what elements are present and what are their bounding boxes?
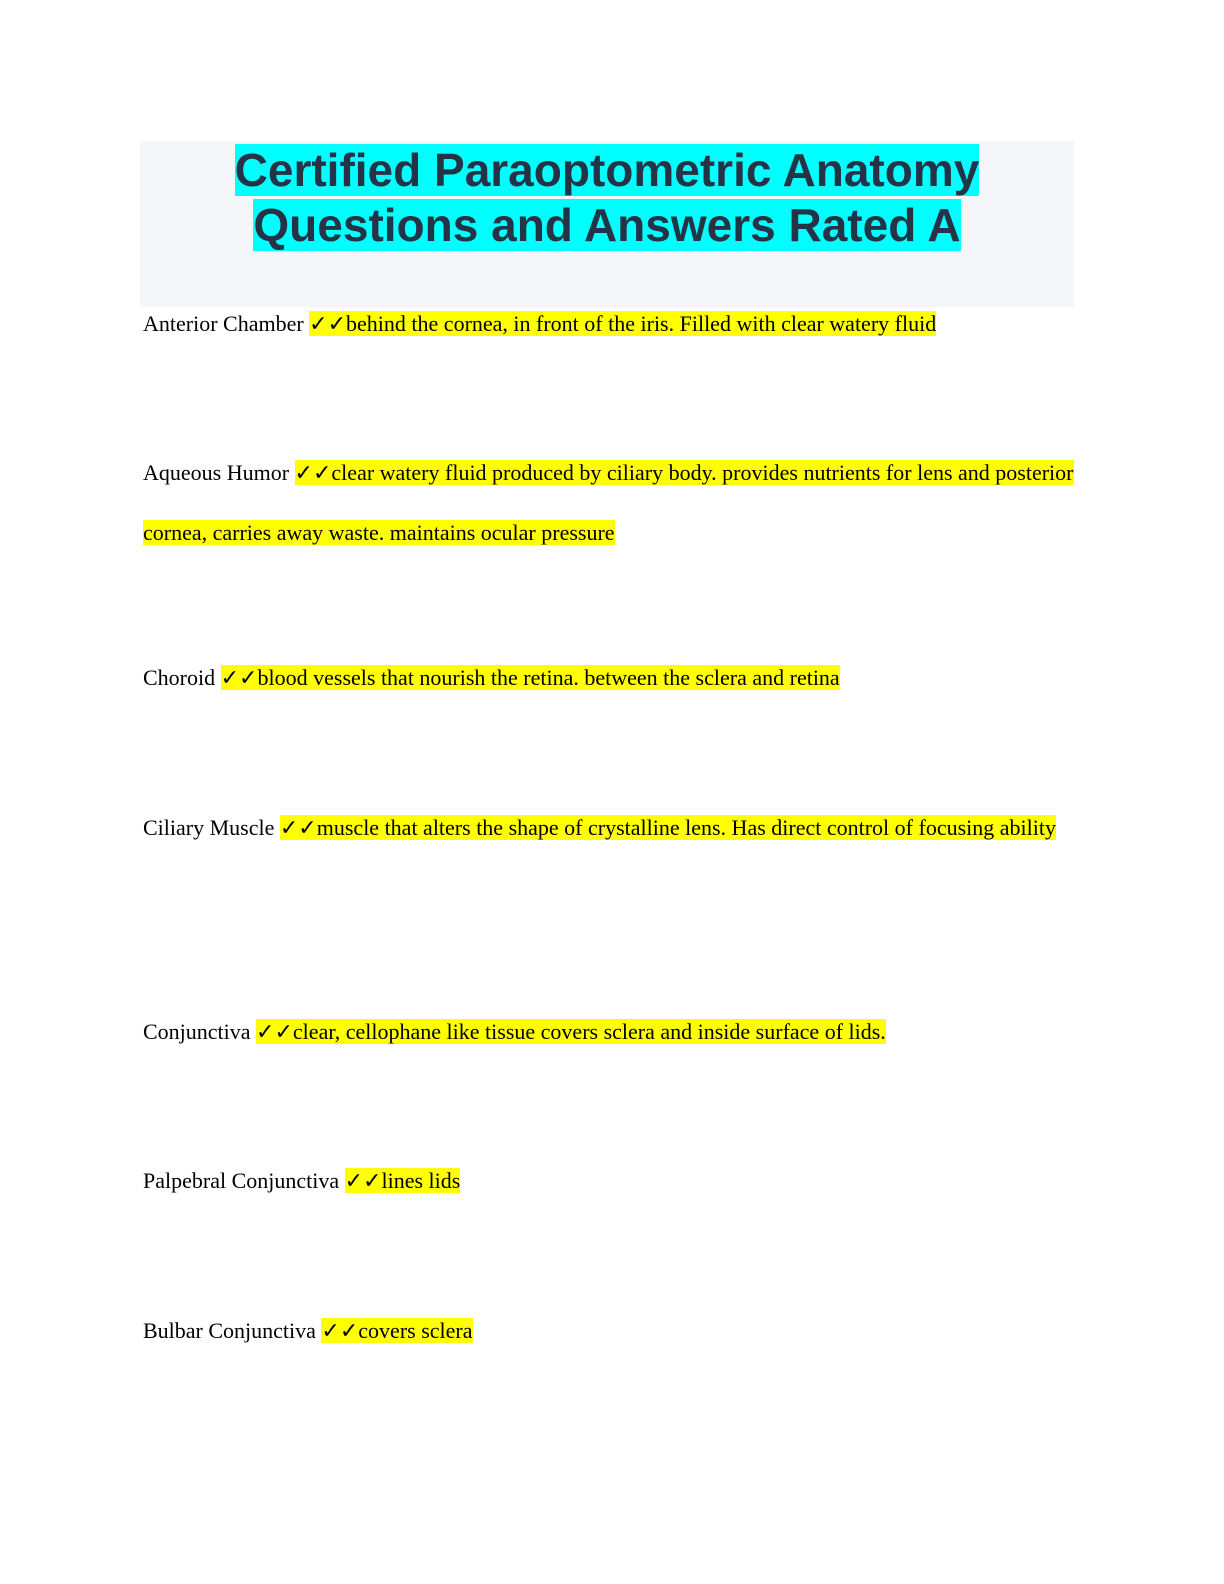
double-check-icon: ✓✓: [294, 461, 332, 486]
title-block: [140, 141, 1074, 307]
entry-term: Choroid: [143, 665, 216, 690]
entry-answer: muscle that alters the shape of crystalline lens. Has direct control of focusing ability: [316, 815, 1056, 840]
double-check-icon: ✓✓: [344, 1169, 382, 1194]
entry-term: Conjunctiva: [143, 1019, 251, 1044]
document-title: [140, 141, 1074, 253]
double-check-icon: ✓✓: [256, 1020, 293, 1045]
double-check-icon: ✓✓: [220, 666, 258, 691]
qa-entry-choroid: [143, 648, 1083, 708]
entry-term: Anterior Chamber: [143, 311, 304, 336]
title-line-2: Questions and Answers Rated A: [253, 199, 961, 251]
double-check-icon: ✓✓: [321, 1319, 359, 1344]
entry-term: Bulbar Conjunctiva: [143, 1318, 316, 1343]
entry-answer: clear watery fluid produced by ciliary body. provides nutrients for lens and posterior cornea, carries away waste. maintains ocular pressure: [143, 460, 1074, 545]
qa-entry-conjunctiva: [143, 1002, 1083, 1062]
double-check-icon: ✓✓: [279, 816, 317, 841]
qa-entry-aqueous-humor: [143, 443, 1083, 562]
qa-entry-bulbar-conjunctiva: [143, 1301, 1083, 1361]
entry-term: Aqueous Humor: [143, 460, 290, 485]
qa-entry-ciliary-muscle: [143, 798, 1083, 858]
entry-term: Palpebral Conjunctiva: [143, 1168, 340, 1193]
entry-answer: lines lids: [381, 1168, 461, 1193]
entry-answer: clear, cellophane like tissue covers sclera and inside surface of lids.: [292, 1019, 886, 1044]
entry-answer: covers sclera: [358, 1318, 473, 1343]
entry-answer: behind the cornea, in front of the iris. Filled with clear watery fluid: [346, 311, 937, 336]
title-line-1: Certified Paraoptometric Anatomy: [234, 144, 980, 196]
qa-entry-anterior-chamber: [143, 294, 1083, 354]
entry-answer: blood vessels that nourish the retina. between the sclera and retina: [257, 665, 840, 690]
entry-term: Ciliary Muscle: [143, 815, 275, 840]
qa-entry-palpebral-conjunctiva: [143, 1151, 1083, 1211]
double-check-icon: ✓✓: [309, 312, 347, 337]
